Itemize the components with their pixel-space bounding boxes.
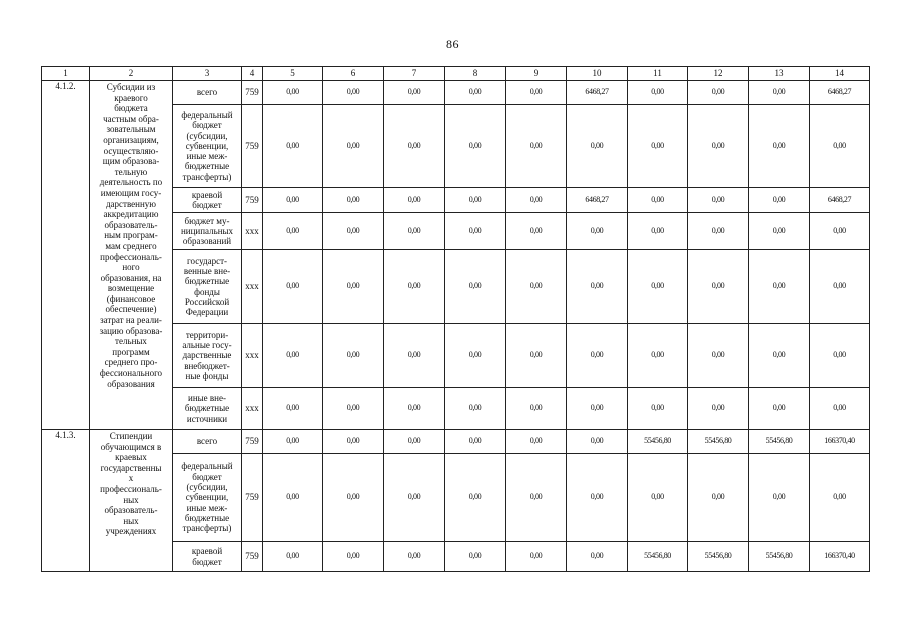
amount-cell: 55456,80 (688, 542, 749, 572)
text-line: возмещение (107, 283, 155, 294)
text-line: х (128, 473, 134, 484)
amount-cell: 0,00 (323, 250, 384, 324)
amount-cell: 0,00 (506, 542, 567, 572)
amount-cell: 6468,27 (567, 81, 628, 105)
text-line: бюджетные (184, 276, 230, 287)
text-line: мам среднего (105, 240, 157, 251)
text-line: осуществляю- (103, 145, 159, 156)
administrator-code: 759 (242, 430, 263, 454)
amount-cell: 0,00 (263, 81, 323, 105)
amount-cell: 0,00 (445, 430, 506, 454)
text-line: фессионального (99, 368, 163, 379)
amount-cell: 0,00 (263, 388, 323, 430)
text-line: профессиональ- (100, 483, 162, 494)
amount-cell: 0,00 (749, 81, 810, 105)
text-line: внебюджет- (184, 360, 230, 371)
header-row (42, 67, 870, 81)
amount-cell: 0,00 (384, 213, 445, 250)
amount-cell: 0,00 (263, 213, 323, 250)
administrator-code: ххх (242, 324, 263, 388)
administrator-code: ххх (242, 388, 263, 430)
text-line: (финансовое (106, 293, 156, 304)
funding-source (173, 188, 242, 213)
text-line: обучающимся в (100, 441, 162, 452)
amount-cell: 55456,80 (688, 430, 749, 454)
column-number-header: 1 (42, 67, 90, 81)
amount-cell: 0,00 (445, 213, 506, 250)
amount-cell: 0,00 (628, 105, 688, 188)
amount-cell: 0,00 (506, 105, 567, 188)
text-line: Стипендии (109, 431, 153, 441)
amount-cell: 0,00 (688, 250, 749, 324)
amount-cell: 0,00 (567, 324, 628, 388)
text-line: программ (112, 346, 150, 357)
amount-cell: 0,00 (384, 430, 445, 454)
amount-cell: 0,00 (506, 188, 567, 213)
funding-source (173, 105, 242, 188)
text-line: аккредитацию (103, 209, 159, 220)
amount-cell: 6468,27 (810, 188, 870, 213)
administrator-code: 759 (242, 81, 263, 105)
text-line: иные меж- (186, 502, 228, 513)
funding-source (173, 213, 242, 250)
page-number: 86 (446, 37, 459, 51)
column-number-header: 8 (445, 67, 506, 81)
amount-cell: 0,00 (628, 388, 688, 430)
amount-cell: 0,00 (445, 250, 506, 324)
text-line: трансферты) (182, 523, 232, 534)
amount-cell: 0,00 (323, 542, 384, 572)
text-line: государст- (187, 255, 227, 266)
text-line: альные госу- (182, 340, 232, 351)
amount-cell: 0,00 (688, 105, 749, 188)
text-line: (субсидии, (186, 482, 228, 493)
amount-cell: 0,00 (263, 105, 323, 188)
amount-cell: 0,00 (384, 81, 445, 105)
text-line: ные фонды (185, 370, 229, 381)
text-line: тельную (114, 166, 148, 177)
amount-cell: 0,00 (567, 388, 628, 430)
amount-cell: 55456,80 (749, 430, 810, 454)
column-number-header: 5 (263, 67, 323, 81)
amount-cell: 0,00 (688, 324, 749, 388)
amount-cell: 0,00 (688, 454, 749, 542)
funding-source (173, 542, 242, 572)
amount-cell: 166370,40 (810, 542, 870, 572)
administrator-code: 759 (242, 454, 263, 542)
amount-cell: 0,00 (445, 324, 506, 388)
amount-cell: 0,00 (628, 81, 688, 105)
amount-cell: 0,00 (506, 388, 567, 430)
amount-cell: 0,00 (688, 388, 749, 430)
amount-cell: 0,00 (384, 324, 445, 388)
amount-cell: 0,00 (445, 105, 506, 188)
text-line: профессиональ- (100, 251, 162, 262)
amount-cell: 0,00 (628, 188, 688, 213)
text-line: бюджет (192, 556, 222, 567)
amount-cell: 0,00 (384, 105, 445, 188)
amount-cell: 0,00 (384, 542, 445, 572)
item-number: 4.1.2. (42, 81, 90, 430)
amount-cell: 0,00 (445, 188, 506, 213)
text-line: фонды (194, 286, 220, 297)
text-line: тельных (115, 336, 147, 347)
amount-cell: 0,00 (628, 324, 688, 388)
text-line: образователь- (104, 505, 158, 516)
text-line: Субсидии из (106, 82, 156, 92)
funding-source (173, 388, 242, 430)
amount-cell: 0,00 (567, 542, 628, 572)
amount-cell: 0,00 (810, 454, 870, 542)
text-line: Федерации (185, 307, 229, 318)
amount-cell: 0,00 (506, 250, 567, 324)
amount-cell: 0,00 (749, 324, 810, 388)
amount-cell: 0,00 (567, 454, 628, 542)
amount-cell: 166370,40 (810, 430, 870, 454)
funding-source (173, 454, 242, 542)
text-line: бюджетные (184, 403, 230, 414)
amount-cell: 0,00 (506, 81, 567, 105)
text-line: ных (123, 494, 139, 505)
table-row (42, 430, 870, 454)
amount-cell: 0,00 (749, 388, 810, 430)
text-line: частным обра- (103, 113, 159, 124)
amount-cell: 0,00 (810, 213, 870, 250)
funding-source (173, 324, 242, 388)
text-line: ным програм- (104, 230, 158, 241)
funding-source (173, 250, 242, 324)
text-line: всего (196, 436, 218, 447)
text-line: имеющим госу- (100, 187, 162, 198)
text-line: учреждениях (105, 526, 157, 537)
amount-cell: 0,00 (688, 213, 749, 250)
text-line: бюджет (192, 471, 222, 482)
measure-description (90, 81, 173, 430)
amount-cell: 0,00 (445, 388, 506, 430)
text-line: дарственные (182, 350, 232, 361)
measure-description (90, 430, 173, 572)
text-line: трансферты) (182, 171, 232, 182)
text-line: зацию образова- (99, 325, 163, 336)
text-line: Российской (184, 296, 230, 307)
text-line: бюджет (192, 200, 222, 210)
text-line: федеральный (181, 109, 233, 120)
text-line: ного (122, 262, 140, 273)
amount-cell: 0,00 (263, 430, 323, 454)
text-line: образования, на (100, 272, 162, 283)
administrator-code: 759 (242, 188, 263, 213)
amount-cell: 0,00 (567, 430, 628, 454)
text-line: краевого (114, 92, 148, 103)
amount-cell: 0,00 (384, 188, 445, 213)
text-line: образований (182, 236, 232, 247)
amount-cell: 0,00 (263, 324, 323, 388)
text-line: бюджета (114, 103, 148, 114)
amount-cell: 0,00 (810, 388, 870, 430)
amount-cell: 0,00 (384, 388, 445, 430)
amount-cell: 0,00 (749, 188, 810, 213)
text-line: иные вне- (188, 393, 226, 404)
amount-cell: 0,00 (323, 454, 384, 542)
column-number-header: 4 (242, 67, 263, 81)
text-line: среднего про- (104, 357, 158, 368)
text-line: деятельность по (99, 177, 163, 188)
amount-cell: 0,00 (749, 213, 810, 250)
text-line: дарственную (105, 198, 157, 209)
amount-cell: 0,00 (263, 454, 323, 542)
amount-cell: 0,00 (506, 454, 567, 542)
amount-cell: 0,00 (567, 250, 628, 324)
text-line: территори- (185, 329, 229, 340)
amount-cell: 0,00 (263, 250, 323, 324)
text-line: бюджетные (184, 512, 230, 523)
column-number-header: 12 (688, 67, 749, 81)
text-line: щим образова- (102, 156, 160, 167)
text-line: образования (107, 378, 155, 389)
amount-cell: 0,00 (384, 454, 445, 542)
text-line: бюджет му- (184, 215, 230, 226)
budget-table (41, 66, 870, 572)
text-line: обеспечение) (105, 304, 157, 315)
amount-cell: 0,00 (323, 213, 384, 250)
amount-cell: 0,00 (506, 213, 567, 250)
amount-cell: 0,00 (628, 250, 688, 324)
amount-cell: 0,00 (567, 213, 628, 250)
funding-source (173, 81, 242, 105)
text-line: ных (123, 515, 139, 526)
amount-cell: 0,00 (263, 188, 323, 213)
text-line: венные вне- (183, 265, 231, 276)
amount-cell: 55456,80 (749, 542, 810, 572)
table-row (42, 81, 870, 105)
text-line: (субсидии, (186, 130, 228, 141)
text-line: организациям, (103, 134, 159, 145)
amount-cell: 0,00 (628, 454, 688, 542)
text-line: источники (186, 413, 228, 424)
column-number-header: 2 (90, 67, 173, 81)
amount-cell: 0,00 (749, 105, 810, 188)
item-number: 4.1.3. (42, 430, 90, 572)
amount-cell: 55456,80 (628, 430, 688, 454)
text-line: затрат на реали- (100, 315, 162, 326)
column-number-header: 7 (384, 67, 445, 81)
administrator-code: 759 (242, 105, 263, 188)
amount-cell: 0,00 (810, 250, 870, 324)
amount-cell: 0,00 (323, 388, 384, 430)
amount-cell: 0,00 (445, 81, 506, 105)
text-line: государственны (100, 462, 162, 473)
text-line: краевой (191, 189, 223, 200)
amount-cell: 0,00 (749, 454, 810, 542)
administrator-code: 759 (242, 542, 263, 572)
amount-cell: 0,00 (323, 81, 384, 105)
amount-cell: 0,00 (323, 324, 384, 388)
amount-cell: 0,00 (445, 542, 506, 572)
funding-source (173, 430, 242, 454)
amount-cell: 0,00 (323, 188, 384, 213)
text-line: бюджет (192, 120, 222, 131)
amount-cell: 0,00 (688, 81, 749, 105)
amount-cell: 0,00 (567, 105, 628, 188)
amount-cell: 0,00 (323, 430, 384, 454)
amount-cell: 0,00 (506, 324, 567, 388)
text-line: федеральный (181, 461, 233, 472)
administrator-code: ххх (242, 213, 263, 250)
administrator-code: ххх (242, 250, 263, 324)
amount-cell: 0,00 (445, 454, 506, 542)
amount-cell: 0,00 (628, 213, 688, 250)
text-line: иные меж- (186, 151, 228, 162)
text-line: субвенции, (185, 492, 229, 503)
text-line: зовательным (106, 124, 156, 135)
column-number-header: 11 (628, 67, 688, 81)
amount-cell: 0,00 (688, 188, 749, 213)
text-line: субвенции, (185, 140, 229, 151)
amount-cell: 6468,27 (567, 188, 628, 213)
column-number-header: 9 (506, 67, 567, 81)
amount-cell: 0,00 (810, 105, 870, 188)
amount-cell: 0,00 (810, 324, 870, 388)
text-line: ниципальных (180, 225, 234, 236)
text-line: краевой (191, 546, 223, 557)
amount-cell: 0,00 (506, 430, 567, 454)
column-number-header: 6 (323, 67, 384, 81)
text-line: краевых (115, 452, 147, 463)
column-number-header: 13 (749, 67, 810, 81)
amount-cell: 0,00 (263, 542, 323, 572)
amount-cell: 0,00 (749, 250, 810, 324)
text-line: образователь- (104, 219, 158, 230)
column-number-header: 10 (567, 67, 628, 81)
amount-cell: 0,00 (384, 250, 445, 324)
column-number-header: 14 (810, 67, 870, 81)
column-number-header: 3 (173, 67, 242, 81)
amount-cell: 55456,80 (628, 542, 688, 572)
amount-cell: 0,00 (323, 105, 384, 188)
text-line: бюджетные (184, 161, 230, 172)
text-line: всего (196, 87, 218, 98)
amount-cell: 6468,27 (810, 81, 870, 105)
